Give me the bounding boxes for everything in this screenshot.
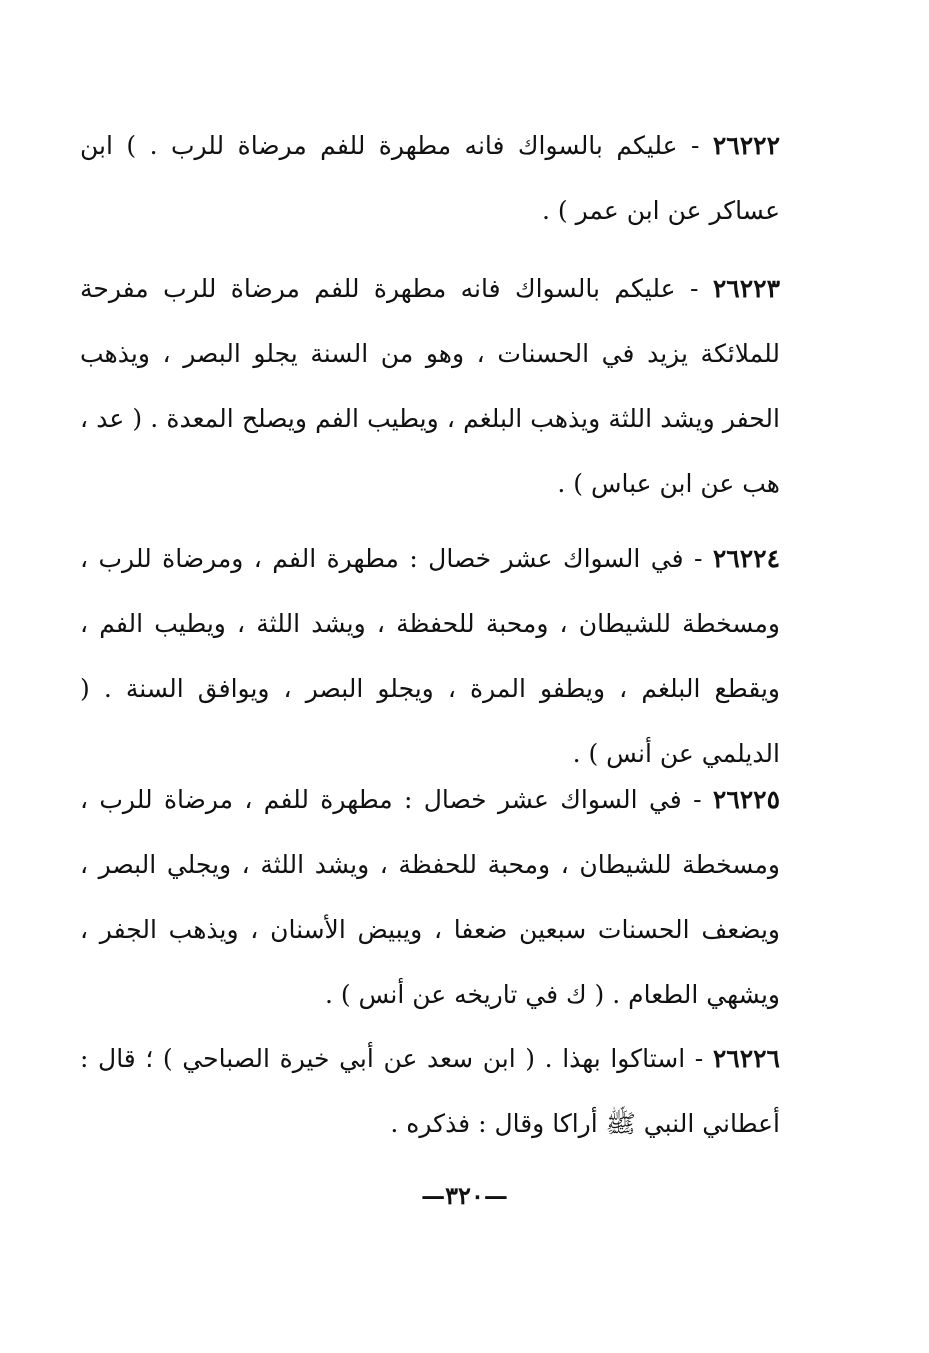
hadith-26226 xyxy=(80,1026,780,1156)
hadith-number: ٢٦٢٢٤ xyxy=(712,544,780,573)
hadith-separator: - xyxy=(689,274,699,303)
hadith-separator: - xyxy=(693,785,702,814)
hadith-number: ٢٦٢٢٣ xyxy=(712,274,780,303)
hadith-text: عليكم بالسواك فانه مطهرة للفم مرضاة للرب . ) ابن عساكر عن ابن عمر ) . xyxy=(80,131,780,225)
hadith-separator: - xyxy=(694,1044,704,1073)
hadith-text: في السواك عشر خصال : مطهرة الفم ، ومرضاة للرب ، ومسخطة للشيطان ، ومحبة للحفظة ، ويشد اللثة ، ويطيب الفم ، ويقطع البلغم ، ويطفو المرة ، ويجلو البصر ، ويوافق السنة . ( الديلمي عن أنس ) . xyxy=(80,544,780,768)
hadith-26222 xyxy=(80,113,780,243)
hadith-26223 xyxy=(80,256,780,516)
page-number: —٣٢٠— xyxy=(421,1181,508,1210)
hadith-separator: - xyxy=(690,131,700,160)
hadith-separator: - xyxy=(693,544,703,573)
hadith-number: ٢٦٢٢٢ xyxy=(712,131,781,160)
hadith-text: استاكوا بهذا . ( ابن سعد عن أبي خيرة الصباحي ) ؛ قال : أعطاني النبي ﷺ أراكا وقال : فذكره . xyxy=(80,1044,780,1138)
hadith-number: ٢٦٢٢٥ xyxy=(712,785,781,814)
hadith-26225 xyxy=(80,767,780,1027)
hadith-text: في السواك عشر خصال : مطهرة للفم ، مرضاة للرب ، ومسخطة للشيطان ، ومحبة للحفظة ، ويشد اللثة ، ويجلي البصر ، ويضعف الحسنات سبعين ضعفا ، ويبيض الأسنان ، ويذهب الجفر ، ويشهي الطعام . ( ك في تاريخه عن أنس ) . xyxy=(80,785,780,1009)
hadith-text: عليكم بالسواك فانه مطهرة للفم مرضاة للرب مفرحة للملائكة يزيد في الحسنات ، وهو من السنة يجلو البصر ، ويذهب الحفر ويشد اللثة ويذهب البلغم ، ويطيب الفم ويصلح المعدة . ( عد ، هب عن ابن عباس ) . xyxy=(80,274,780,498)
hadith-number: ٢٦٢٢٦ xyxy=(712,1044,780,1073)
hadith-26224 xyxy=(80,526,780,786)
